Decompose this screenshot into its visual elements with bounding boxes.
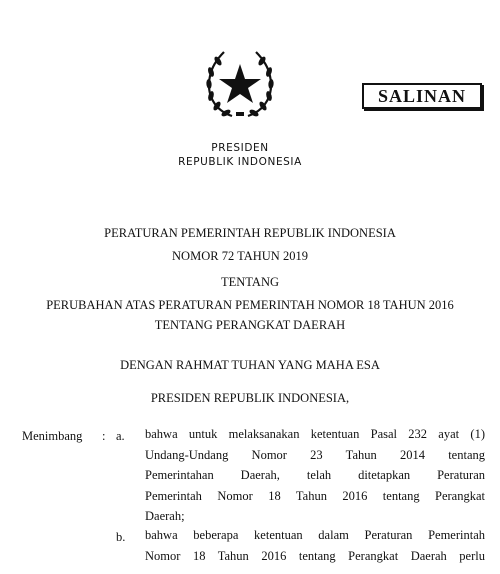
- item-b-letter: b.: [116, 530, 126, 544]
- considering-item-a: [145, 424, 485, 527]
- subject-line-2: TENTANG PERANGKAT DAERAH: [154, 318, 346, 332]
- considering-colon: :: [102, 429, 106, 443]
- item-b-line: Nomor 18 Tahun 2016 tentang Perangkat Daerah perlu: [145, 548, 485, 563]
- item-b-line: bahwa beberapa ketentuan dalam Peraturan Pemerintah: [145, 528, 485, 542]
- invocation: DENGAN RAHMAT TUHAN YANG MAHA ESA: [120, 358, 380, 372]
- copy-stamp: SALINAN: [362, 83, 482, 109]
- regulation-title: PERATURAN PEMERINTAH REPUBLIK INDONESIA: [104, 226, 396, 240]
- item-a-line: Undang-Undang Nomor 23 Tahun 2014 tentang: [145, 447, 485, 462]
- item-a-letter: a.: [116, 429, 125, 443]
- enactor: PRESIDEN REPUBLIK INDONESIA,: [150, 391, 350, 405]
- item-a-line: Daerah;: [145, 509, 185, 523]
- item-a-line: Pemerintah Nomor 18 Tahun 2016 tentang Perangkat: [145, 488, 485, 503]
- about-heading: TENTANG: [220, 275, 279, 289]
- office-title: PRESIDEN: [211, 142, 269, 154]
- considering-label: Menimbang: [22, 429, 83, 443]
- office-subtitle: REPUBLIK INDONESIA: [178, 156, 302, 168]
- subject-line-1: PERUBAHAN ATAS PERATURAN PEMERINTAH NOMOR 18 TAHUN 2016: [46, 298, 454, 312]
- regulation-number: NOMOR 72 TAHUN 2019: [172, 249, 308, 263]
- presidential-emblem-icon: [202, 46, 278, 122]
- item-a-line: Pemerintahan Daerah, telah ditetapkan Peraturan: [145, 468, 485, 482]
- item-a-line: bahwa untuk melaksanakan ketentuan Pasal 232 ayat (1): [145, 427, 485, 441]
- considering-item-b: [145, 525, 485, 566]
